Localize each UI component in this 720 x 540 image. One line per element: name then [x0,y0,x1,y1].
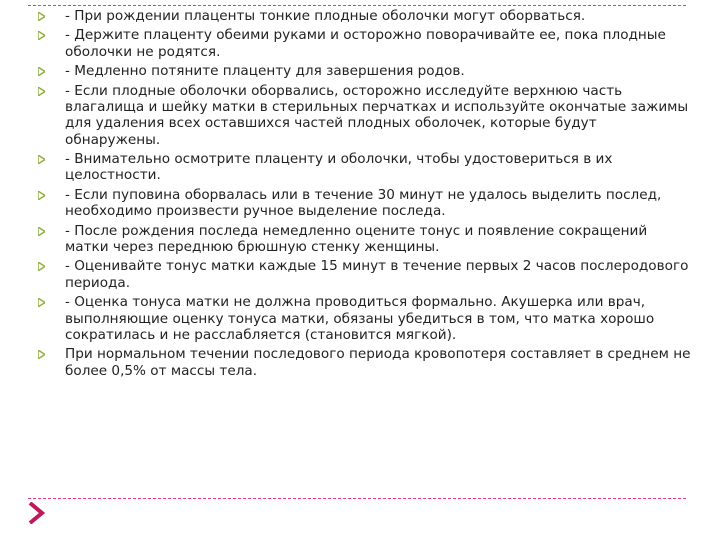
bullet-text: При нормальном течении последового периода кровопотеря составляет в среднем не более 0,5% от массы тела. [65,346,691,379]
list-item [38,63,694,79]
arrow-bullet-icon [38,298,45,307]
bullet-text: - При рождении плаценты тонкие плодные оболочки могут оборваться. [65,8,586,24]
arrow-bullet-icon [38,262,45,271]
arrow-bullet-icon [38,67,45,76]
bullet-text: - Оценка тонуса матки не должна проводиться формально. Акушерка или врач, выполняющие оценку тонуса матки, обязаны убедиться в том, что матка хорошо сократилась и не расслабляется (становится мягкой). [65,294,655,343]
bullet-text: - Держите плаценту обеими руками и осторожно поворачивайте ее, пока плодные оболочки не родятся. [65,27,666,60]
bullet-text: - Оценивайте тонус матки каждые 15 минут в течение первых 2 часов послеродового периода. [65,258,689,291]
list-item [38,83,694,148]
list-item [38,187,694,220]
arrow-bullet-icon [38,227,45,236]
list-item [38,346,694,379]
list-item [38,294,694,343]
arrow-bullet-icon [38,350,45,359]
bullet-text: - Медленно потяните плаценту для завершения родов. [65,63,465,80]
bottom-dashed-divider [28,498,686,499]
corner-chevron-icon [28,502,46,524]
arrow-bullet-icon [38,155,45,164]
list-item [38,8,694,24]
top-dashed-divider [28,5,686,6]
list-item [38,223,694,256]
list-item [38,27,694,60]
bullet-text: - Внимательно осмотрите плаценту и оболочки, чтобы удостовериться в их целостности. [65,151,613,184]
arrow-bullet-icon [38,12,45,21]
bullet-text: - Если пуповина оборвалась или в течение 30 минут не удалось выделить послед, необходимо произвести ручное выделение последа. [65,186,662,220]
list-item [38,151,694,184]
list-item [38,258,694,291]
bullet-text: - После рождения последа немедленно оцените тонус и появление сокращений матки через переднюю брюшную стенку женщины. [65,222,648,255]
arrow-bullet-icon [38,191,45,200]
bullet-list [38,8,694,382]
bullet-text: - Если плодные оболочки оборвались, осторожно исследуйте верхнюю часть влагалища и шейку матки в стерильных перчатках и используйте окончатые зажимы для удаления всех оставшихся частей плодных оболочек, которые будут обнаружены. [65,82,689,148]
arrow-bullet-icon [38,87,45,96]
arrow-bullet-icon [38,31,45,40]
